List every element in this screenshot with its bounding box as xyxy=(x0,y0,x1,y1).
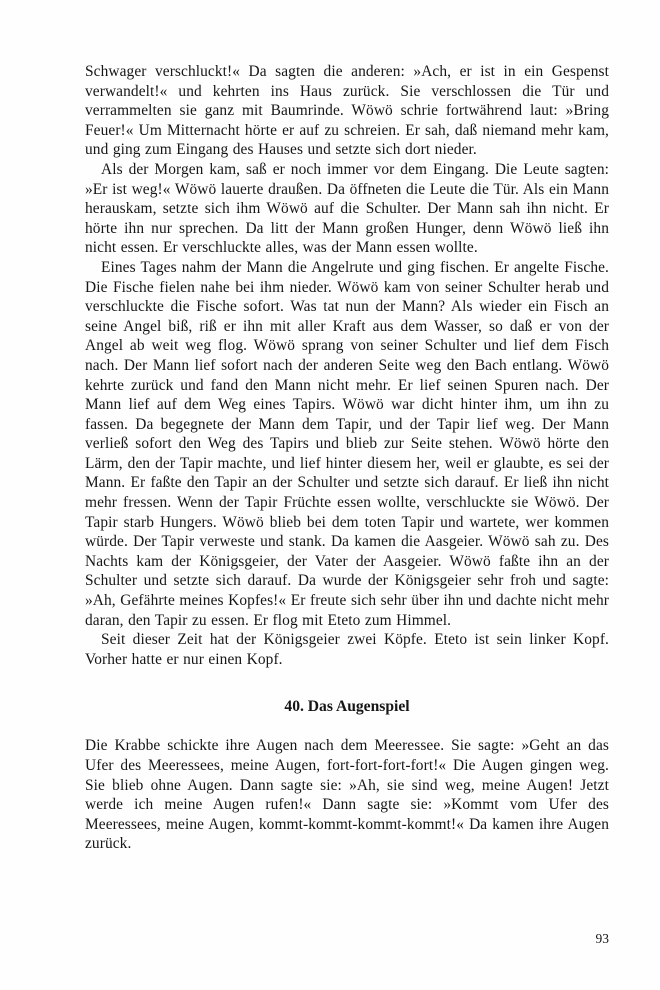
story-paragraph: Die Krabbe schickte ihre Augen nach dem Meeressee. Sie sagte: »Geht an das Ufer des Meeressees, meine Augen, fort-fort-fort-fort!« Die Augen gingen weg. Sie blieb ohne Augen. Dann sagte sie: »Ah, sie sind weg, meine Augen! Jetzt werde ich meine Augen rufen!« Dann sagte sie: »Kommt vom Ufer des Meeressees, meine Augen, kommt-kommt-kommt-kommt!« Da kamen ihre Augen zurück. xyxy=(85,737,609,853)
story-paragraph: Seit dieser Zeit hat der Königsgeier zwei Köpfe. Eteto ist sein linker Kopf. Vorher hatte er nur einen Kopf. xyxy=(85,631,609,668)
chapter-heading: 40. Das Augenspiel xyxy=(284,698,410,716)
story-paragraph: Als der Morgen kam, saß er noch immer vor dem Eingang. Die Leute sagten: »Er ist weg!« Wöwö lauerte draußen. Da öffneten die Leute die Tür. Als ein Mann herauskam, setzte sich ihm Wöwö auf die Schulter. Der Mann sah ihn nicht. Er hörte ihn nur sprechen. Da litt der Mann großen Hunger, denn Wöwö ließ ihn nicht essen. Er verschluckte alles, was der Mann essen wollte. xyxy=(85,160,609,257)
page-number: 93 xyxy=(595,931,609,946)
text-block xyxy=(85,62,609,854)
story-paragraph: Schwager verschluckt!« Da sagten die anderen: »Ach, er ist in ein Gespenst verwandelt!« und kehrten ins Haus zurück. Sie verschlossen die Tür und verrammelten sie ganz mit Baumrinde. Wöwö schrie fortwährend laut: »Bring Feuer!« Um Mitternacht hörte er auf zu schreien. Er sah, daß niemand mehr kam, und ging zum Eingang des Hauses und setzte sich dort nieder. xyxy=(85,63,609,159)
story-paragraph: Eines Tages nahm der Mann die Angelrute und ging fischen. Er angelte Fische. Die Fische fielen nahe bei ihm nieder. Wöwö kam von seiner Schulter herab und verschluckte die Fische sofort. Was tat nun der Mann? Als wieder ein Fisch an seine Angel biß, riß er ihn mit aller Kraft aus dem Wasser, so daß er von der Angel ab weit weg flog. Wöwö sprang von seiner Schulter und lief dem Fisch nach. Der Mann lief sofort nach der anderen Seite weg den Bach entlang. Wöwö kehrte zurück und fand den Mann nicht mehr. Er lief seinen Spuren nach. Der Mann lief auf dem Weg eines Tapirs. Wöwö war dicht hinter ihm, um ihn zu fassen. Da begegnete der Mann dem Tapir, und der Tapir lief weg. Der Mann verließ sofort den Weg des Tapirs und blieb zur Seite stehen. Wöwö hörte den Lärm, den der Tapir machte, und lief hinter diesem her, weil er glaubte, es sei der Mann. Er faßte den Tapir an der Schulter und setzte sich darauf. Er ließ ihn nicht mehr fressen. Wenn der Tapir Früchte essen wollte, verschluckte sie Wöwö. Der Tapir starb Hungers. Wöwö blieb bei dem toten Tapir und wartete, wer kommen würde. Der Tapir verweste und stank. Da kamen die Aasgeier. Wöwö sah zu. Des Nachts kam der Königsgeier, der Vater der Aasgeier. Wöwö faßte ihn an der Schulter und setzte sich darauf. Da wurde der Königsgeier sehr froh und sagte: »Ah, Gefährte meines Kopfes!« Er freute sich sehr über ihn und dachte nicht mehr daran, den Tapir zu essen. Er flog mit Eteto zum Himmel. xyxy=(85,258,609,629)
